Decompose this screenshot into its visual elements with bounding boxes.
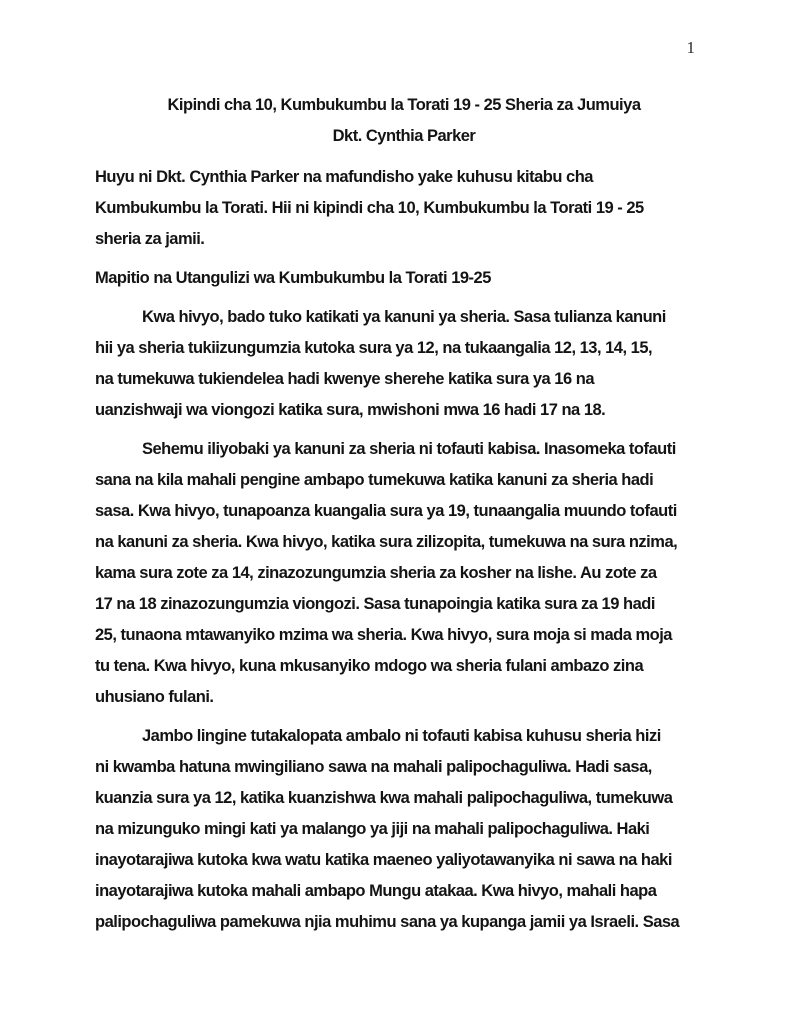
text-line: Kwa hivyo, bado tuko katikati ya kanuni ya sheria. Sasa tulianza kanuni (142, 308, 666, 326)
document-title: Kipindi cha 10, Kumbukumbu la Torati 19 - 25 Sheria za Jumuiya (167, 96, 641, 114)
text-line: na tumekuwa tukiendelea hadi kwenye sherehe katika sura ya 16 na (95, 370, 594, 388)
text-line: sana na kila mahali pengine ambapo tumekuwa katika kanuni za sheria hadi (95, 471, 654, 489)
text-line: na mizunguko mingi kati ya malango ya jiji na mahali palipochaguliwa. Haki (95, 820, 650, 838)
paragraph (95, 162, 713, 255)
text-line: hii ya sheria tukiizungumzia kutoka sura ya 12, na tukaangalia 12, 13, 14, 15, (95, 339, 653, 357)
text-line: uhusiano fulani. (95, 688, 214, 706)
text-line: Sehemu iliyobaki ya kanuni za sheria ni tofauti kabisa. Inasomeka tofauti (142, 440, 676, 458)
text-line: inayotarajiwa kutoka kwa watu katika maeneo yaliyotawanyika ni sawa na haki (95, 851, 672, 869)
text-line: Jambo lingine tutakalopata ambalo ni tofauti kabisa kuhusu sheria hizi (142, 727, 661, 745)
text-line: na kanuni za sheria. Kwa hivyo, katika sura zilizopita, tumekuwa na sura nzima, (95, 533, 678, 551)
text-line: ni kwamba hatuna mwingiliano sawa na mahali palipochaguliwa. Hadi sasa, (95, 758, 652, 776)
text-line: tu tena. Kwa hivyo, kuna mkusanyiko mdogo wa sheria fulani ambazo zina (95, 657, 644, 675)
text-line: 25, tunaona mtawanyiko mzima wa sheria. Kwa hivyo, sura moja si mada moja (95, 626, 672, 644)
title-block (95, 90, 713, 152)
text-line: uanzishwaji wa viongozi katika sura, mwishoni mwa 16 hadi 17 na 18. (95, 401, 606, 419)
text-line: 17 na 18 zinazozungumzia viongozi. Sasa tunapoingia katika sura za 19 hadi (95, 595, 655, 613)
paragraph (95, 721, 713, 938)
text-line: Huyu ni Dkt. Cynthia Parker na mafundisho yake kuhusu kitabu cha (95, 168, 593, 186)
paragraph (95, 302, 713, 426)
text-line: sheria za jamii. (95, 230, 205, 248)
document-author: Dkt. Cynthia Parker (332, 127, 476, 145)
text-line: Kumbukumbu la Torati. Hii ni kipindi cha 10, Kumbukumbu la Torati 19 - 25 (95, 199, 644, 217)
text-line: kuanzia sura ya 12, katika kuanzishwa kwa mahali palipochaguliwa, tumekuwa (95, 789, 673, 807)
document-content (95, 0, 713, 946)
text-line: palipochaguliwa pamekuwa njia muhimu sana ya kupanga jamii ya Israeli. Sasa (95, 913, 680, 931)
text-line: sasa. Kwa hivyo, tunapoanza kuangalia sura ya 19, tunaangalia muundo tofauti (95, 502, 677, 520)
text-line: kama sura zote za 14, zinazozungumzia sheria za kosher na lishe. Au zote za (95, 564, 657, 582)
text-line: inayotarajiwa kutoka mahali ambapo Mungu atakaa. Kwa hivyo, mahali hapa (95, 882, 657, 900)
text-line: Mapitio na Utangulizi wa Kumbukumbu la Torati 19-25 (95, 269, 491, 287)
paragraph (95, 434, 713, 713)
document-body (95, 162, 713, 938)
section-heading (95, 263, 713, 294)
page-number: 1 (686, 38, 695, 57)
